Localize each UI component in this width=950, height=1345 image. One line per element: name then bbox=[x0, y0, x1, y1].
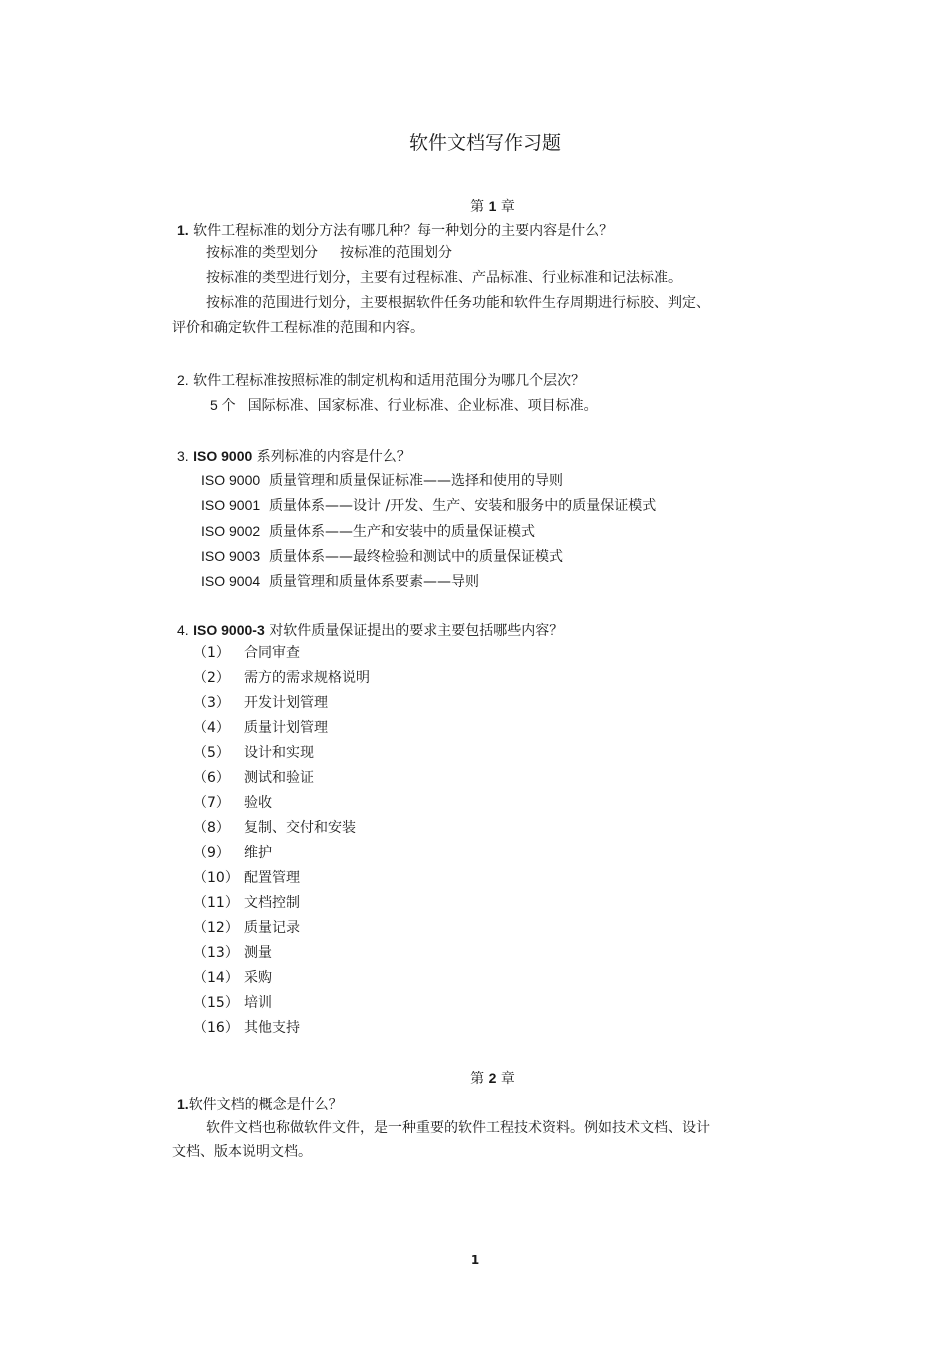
chapter-1-heading bbox=[0, 196, 950, 216]
chapter-2-heading bbox=[0, 1068, 950, 1088]
list-item-number: （10） bbox=[193, 870, 239, 886]
question-3 bbox=[177, 446, 411, 467]
question-1 bbox=[177, 220, 613, 241]
iso-text: 质量体系——设计 /开发、生产、安装和服务中的质量保证模式 bbox=[269, 498, 657, 514]
chapter-2-answer-1-line-1: 软件文档也称做软件文件，是一种重要的软件工程技术资料。例如技术文档、设计 bbox=[206, 1120, 710, 1136]
question-2-text: 软件工程标准按照标准的制定机构和适用范围分为哪几个层次？ bbox=[193, 373, 586, 389]
chapter-1-suffix: 章 bbox=[500, 199, 515, 215]
list-item-text: 文档控制 bbox=[244, 895, 300, 911]
list-item-number: （3） bbox=[193, 695, 230, 711]
question-2 bbox=[177, 370, 585, 391]
answer-1-line-2: 按标准的类型进行划分，主要有过程标准、产品标准、行业标准和记法标准。 bbox=[206, 270, 682, 286]
answer-1-part-a: 按标准的类型划分 bbox=[206, 245, 318, 261]
list-item-number: （2） bbox=[193, 670, 230, 686]
iso-text: 质量体系——生产和安装中的质量保证模式 bbox=[269, 524, 536, 540]
list-item-number: （13） bbox=[193, 945, 239, 961]
chapter-2-suffix: 章 bbox=[500, 1071, 515, 1087]
answer-1-line-4: 评价和确定软件工程标准的范围和内容。 bbox=[172, 320, 424, 336]
list-item-number: （8） bbox=[193, 820, 230, 836]
iso-item bbox=[201, 521, 535, 542]
iso-text: 质量管理和质量体系要素——导则 bbox=[269, 574, 480, 590]
iso-code: ISO 9000 bbox=[201, 472, 261, 488]
chapter-1-number: 1 bbox=[488, 198, 497, 214]
list-item-text: 质量计划管理 bbox=[244, 720, 328, 736]
list-item-text: 培训 bbox=[244, 995, 272, 1011]
list-item-text: 维护 bbox=[244, 845, 272, 861]
page-number: 1 bbox=[470, 1253, 480, 1267]
list-item-text: 开发计划管理 bbox=[244, 695, 328, 711]
list-item-text: 合同审查 bbox=[244, 645, 300, 661]
answer-1-line-3: 按标准的范围进行划分，主要根据软件任务功能和软件生存周期进行标胶、判定、 bbox=[206, 295, 710, 311]
chapter-2-answer-1-line-2: 文档、版本说明文档。 bbox=[172, 1144, 312, 1160]
iso-code: ISO 9004 bbox=[201, 573, 261, 589]
list-item-text: 需方的需求规格说明 bbox=[244, 670, 370, 686]
list-item-text: 质量记录 bbox=[244, 920, 300, 936]
list-item-text: 采购 bbox=[244, 970, 272, 986]
list-item-text: 验收 bbox=[244, 795, 272, 811]
iso-item bbox=[201, 571, 479, 592]
iso-code: ISO 9003 bbox=[201, 548, 261, 564]
list-item-number: （6） bbox=[193, 770, 230, 786]
question-3-text: 系列标准的内容是什么？ bbox=[256, 449, 411, 465]
list-item-number: （4） bbox=[193, 720, 230, 736]
list-item-number: （5） bbox=[193, 745, 230, 761]
question-1-number: 1. bbox=[177, 222, 189, 238]
list-item-number: （15） bbox=[193, 995, 239, 1011]
answer-1-part-b: 按标准的范围划分 bbox=[340, 245, 452, 261]
list-item-number: （14） bbox=[193, 970, 239, 986]
chapter-2-number: 2 bbox=[488, 1070, 497, 1086]
list-item-number: （16） bbox=[193, 1020, 239, 1036]
question-4-number: 4. bbox=[177, 622, 189, 638]
chapter-1-prefix: 第 bbox=[470, 199, 485, 215]
list-item-text: 配置管理 bbox=[244, 870, 300, 886]
list-item-text: 设计和实现 bbox=[244, 745, 314, 761]
list-item-number: （11） bbox=[193, 895, 239, 911]
question-3-number: 3. bbox=[177, 448, 189, 464]
chapter-2-question-1 bbox=[177, 1094, 343, 1115]
question-4-text: 对软件质量保证提出的要求主要包括哪些内容？ bbox=[269, 623, 564, 639]
list-item-number: （1） bbox=[193, 645, 230, 661]
chapter-2-prefix: 第 bbox=[470, 1071, 485, 1087]
answer-2-count: 5 个 bbox=[210, 397, 236, 413]
list-item-text: 复制、交付和安装 bbox=[244, 820, 356, 836]
list-item-number: （7） bbox=[193, 795, 230, 811]
iso-item bbox=[201, 546, 563, 567]
iso-text: 质量体系——最终检验和测试中的质量保证模式 bbox=[269, 549, 564, 565]
question-1-text: 软件工程标准的划分方法有哪几种？每一种划分的主要内容是什么？ bbox=[193, 223, 614, 239]
question-4-code: ISO 9000-3 bbox=[193, 622, 265, 638]
list-item-text: 其他支持 bbox=[244, 1020, 300, 1036]
iso-item bbox=[201, 470, 563, 491]
iso-item bbox=[201, 495, 656, 516]
iso-code: ISO 9002 bbox=[201, 523, 261, 539]
document-title: 软件文档写作习题 bbox=[408, 132, 561, 154]
list-item-text: 测试和验证 bbox=[244, 770, 314, 786]
question-3-code: ISO 9000 bbox=[193, 448, 253, 464]
chapter-2-question-1-text: 软件文档的概念是什么？ bbox=[188, 1097, 343, 1113]
list-item-number: （12） bbox=[193, 920, 239, 936]
answer-1-line-1 bbox=[206, 243, 452, 263]
chapter-2-question-1-number: 1. bbox=[177, 1096, 189, 1112]
iso-code: ISO 9001 bbox=[201, 497, 261, 513]
list-item-text: 测量 bbox=[244, 945, 272, 961]
question-2-number: 2. bbox=[177, 372, 189, 388]
list-item-number: （9） bbox=[193, 845, 230, 861]
answer-2 bbox=[210, 395, 598, 416]
answer-2-text: 国际标准、国家标准、行业标准、企业标准、项目标准。 bbox=[247, 398, 598, 414]
question-4 bbox=[177, 620, 563, 641]
iso-text: 质量管理和质量保证标准——选择和使用的导则 bbox=[269, 473, 564, 489]
